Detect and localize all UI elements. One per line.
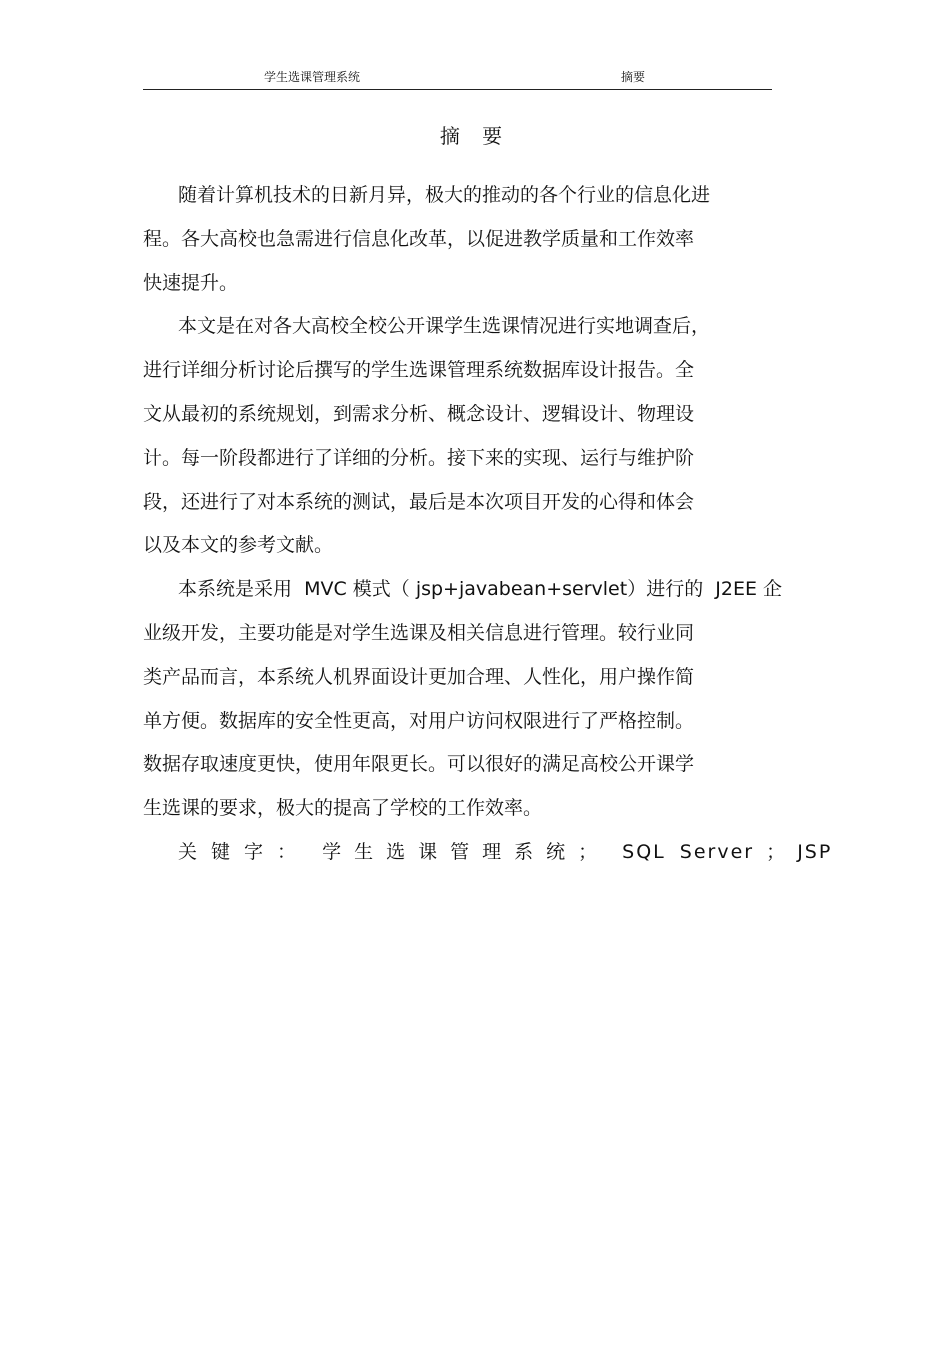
paragraph-2 (143, 305, 783, 568)
text-line: 数据存取速度更快，使用年限更长。可以很好的满足高校公开课学 (143, 753, 695, 776)
abstract-title: 摘 要 (439, 124, 511, 148)
keyword-item: SQL Server (622, 840, 755, 863)
text-line: 本系统是采用 MVC 模式（ jsp+javabean+servlet）进行的 J2EE 企 (178, 578, 783, 601)
paragraph-1 (143, 174, 783, 305)
keyword-separator: ； (578, 840, 611, 863)
text-line: 段，还进行了对本系统的测试，最后是本次项目开发的心得和体会 (143, 490, 695, 513)
paragraph-3 (143, 568, 783, 831)
running-header (143, 66, 772, 90)
header-document-name: 学生选课管理系统 (264, 70, 361, 84)
keyword-item: 学生选课管理系统 (322, 840, 579, 863)
keywords-line (143, 831, 833, 875)
text-line: 生选课的要求，极大的提高了学校的工作效率。 (143, 797, 543, 820)
text-line: 类产品而言，本系统人机界面设计更加合理、人性化，用户操作简 (143, 665, 695, 688)
text-line: 单方便。数据库的安全性更高，对用户访问权限进行了严格控制。 (143, 709, 695, 732)
text-line: 计。每一阶段都进行了详细的分析。接下来的实现、运行与维护阶 (143, 446, 695, 469)
text-line: 随着计算机技术的日新月异，极大的推动的各个行业的信息化进 (178, 184, 711, 206)
keyword-separator: ； (766, 840, 786, 863)
text-line: 以及本文的参考文献。 (143, 534, 334, 557)
text-line: 本文是在对各大高校全校公开课学生选课情况进行实地调查后， (178, 315, 711, 338)
keyword-item: JSP (797, 840, 833, 863)
text-line: 文从最初的系统规划，到需求分析、概念设计、逻辑设计、物理设 (143, 402, 695, 425)
text-line: 程。各大高校也急需进行信息化改革，以促进教学质量和工作效率 (143, 227, 695, 250)
text-line: 进行详细分析讨论后撰写的学生选课管理系统数据库设计报告。全 (143, 359, 695, 382)
keywords-label: 关键字： (178, 840, 311, 863)
abstract-body (143, 174, 833, 875)
text-line: 业级开发，主要功能是对学生选课及相关信息进行管理。较行业同 (143, 621, 695, 644)
text-line: 快速提升。 (143, 271, 239, 294)
header-section-name: 摘要 (621, 70, 646, 84)
